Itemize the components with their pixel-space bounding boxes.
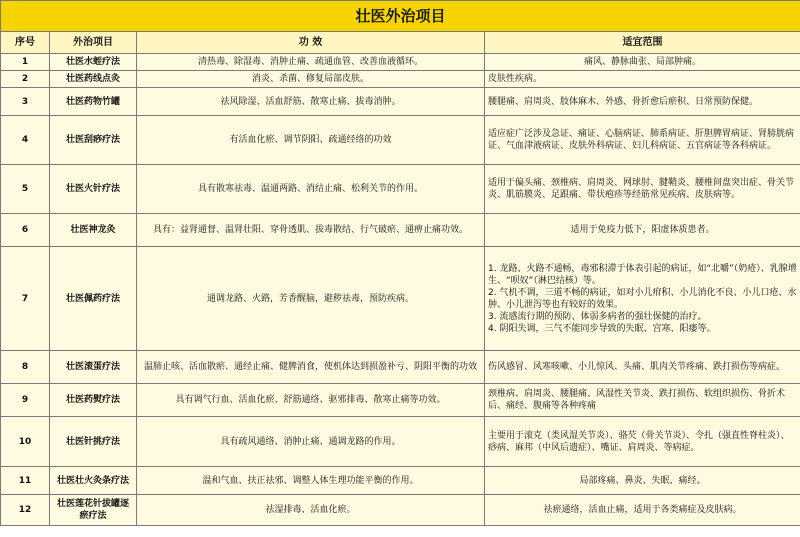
scope-line: 皮肤性疾病。 [488, 74, 543, 84]
header-num: 序号 [1, 32, 50, 54]
scope-line: 痛风、静脉曲张、局部肿痛。 [584, 57, 702, 67]
therapy-scope [485, 351, 800, 384]
row-number: 6 [1, 214, 50, 247]
therapy-name: 壮医刮痧疗法 [50, 116, 137, 165]
row-number: 5 [1, 165, 50, 214]
header-effect: 功 效 [137, 32, 485, 54]
therapy-scope [485, 116, 800, 165]
therapy-effect: 有活血化瘀、调节阴阳、疏通经络的功效 [137, 116, 485, 165]
therapy-scope [485, 54, 800, 71]
therapy-scope [485, 165, 800, 214]
table-row [1, 247, 800, 351]
table-row [1, 116, 800, 165]
row-number: 12 [1, 495, 50, 526]
row-number: 4 [1, 116, 50, 165]
table-row [1, 384, 800, 417]
therapy-scope [485, 88, 800, 116]
scope-line: 4. 阴阳失调，三气不能同步导致的失眠、宫寒、阳痿等。 [488, 323, 716, 334]
scope-line: 1. 龙路、火路不通畅，毒邪积滞于体表引起的病证，如“北嚼”（奶疮）、乳腺增生、“呗奴”（淋巴结核）等。 [488, 263, 797, 286]
table-row [1, 214, 800, 247]
therapy-name: 壮医药线点灸 [50, 71, 137, 88]
row-number: 9 [1, 384, 50, 417]
therapy-name: 壮医佩药疗法 [50, 247, 137, 351]
therapy-scope [485, 71, 800, 88]
scope-line: 主要用于滚克（类风湿关节炎）、骆芡（骨关节炎）、令扎（强直性脊柱炎）、痧病、麻邦（中风后遗症）、嘴证、肩周炎、等病症。 [488, 430, 790, 453]
scope-line: 适应症广泛涉及急证、痛证、心脑病证、肺系病证、肝胆脾胃病证、肾膀胱病证、气血津液病证、皮肤外科病证、妇儿科病证、五官病证等各科病证。 [488, 129, 795, 151]
therapy-name: 壮医莲花针拔罐逐瘀疗法 [50, 495, 137, 526]
title-row [1, 1, 800, 32]
row-number: 8 [1, 351, 50, 384]
row-number: 10 [1, 417, 50, 467]
table-title: 壮医外治项目 [1, 1, 800, 32]
therapy-scope [485, 495, 800, 526]
scope-line: 腰腿痛、肩周炎、肢体麻木、外感、骨折愈后瘀积、日常预防保健。 [488, 96, 759, 107]
therapy-scope [485, 247, 800, 351]
scope-line: 3. 流感流行期的预防、体弱多病者的强壮保健的治疗。 [488, 311, 707, 322]
therapy-effect: 具有疏风通络、消肿止痛、通调龙路的作用。 [137, 417, 485, 467]
scope-line: 颈椎病、肩周炎、腰腿痛、风湿性关节炎、跌打损伤、软组织损伤、骨折术后、痛经、腹痛等各种疼痛 [488, 389, 786, 411]
therapy-effect: 祛风除湿、活血舒筋、散寒止痛、拔毒消肿。 [137, 88, 485, 116]
therapy-scope [485, 214, 800, 247]
therapy-effect: 具有调气行血、活血化瘀、舒筋通络、驱邪排毒、散寒止痛等功效。 [137, 384, 485, 417]
therapy-effect: 具有散寒祛毒、温通两路、消结止痛、松利关节的作用。 [137, 165, 485, 214]
therapy-scope [485, 467, 800, 495]
table-row [1, 467, 800, 495]
therapy-effect: 祛湿排毒、活血化瘀。 [137, 495, 485, 526]
therapy-effect: 消炎、杀菌、修复局部皮肤。 [137, 71, 485, 88]
therapy-effect: 通调龙路、火路，芳香醒脑，避秽祛毒，预防疾病。 [137, 247, 485, 351]
header-scope: 适宜范围 [485, 32, 800, 54]
row-number: 2 [1, 71, 50, 88]
therapy-scope [485, 384, 800, 417]
table-row [1, 165, 800, 214]
therapy-name: 壮医药熨疗法 [50, 384, 137, 417]
therapy-effect: 温和气血、扶正祛邪、调整人体生理功能平衡的作用。 [137, 467, 485, 495]
table-row [1, 71, 800, 88]
table-row [1, 495, 800, 526]
row-number: 11 [1, 467, 50, 495]
table-row [1, 351, 800, 384]
therapy-name: 壮医滚蛋疗法 [50, 351, 137, 384]
scope-line: 祛瘀通络，活血止痛，适用于各类痛症及皮肤病。 [543, 505, 742, 515]
scope-line: 适用于免疫力低下，阳虚体质患者。 [570, 225, 715, 235]
therapy-name: 壮医药物竹罐 [50, 88, 137, 116]
therapy-effect: 清热毒、除湿毒、消肿止痛、疏通血管、改善血液循环。 [137, 54, 485, 71]
therapy-name: 壮医水蛭疗法 [50, 54, 137, 71]
therapy-effect: 温肺止咳、活血散瘀、通经止痛、健脾消食，使机体达到损盈补亏、阴阳平衡的功效 [137, 351, 485, 384]
table-row [1, 417, 800, 467]
therapy-scope [485, 417, 800, 467]
table-row [1, 88, 800, 116]
row-number: 7 [1, 247, 50, 351]
table-row [1, 54, 800, 71]
scope-line: 适用于偏头痛、颈椎病、肩周炎、网球肘、腱鞘炎、腰椎间盘突出症、骨关节炎、肌筋膜炎、足跟痛、带状疱疹等经筋常见疾病、皮肤病等。 [488, 178, 795, 200]
scope-line: 局部疼痛、鼻炎、失眠、痛经。 [579, 475, 706, 486]
scope-line: 伤风感冒、风寒咳嗽、小儿惊风、头痛、肌肉关节疼痛、跌打损伤等病症。 [488, 362, 786, 372]
therapy-name: 壮医神龙灸 [50, 214, 137, 247]
therapy-name: 壮医壮火灸条疗法 [50, 467, 137, 495]
therapy-effect: 具有：益肾通督、温肾壮阳、穿骨透肌、拔毒散结、行气破瘀、通痹止痛功效。 [137, 214, 485, 247]
therapy-name: 壮医针挑疗法 [50, 417, 137, 467]
row-number: 3 [1, 88, 50, 116]
therapy-name: 壮医火针疗法 [50, 165, 137, 214]
row-number: 1 [1, 54, 50, 71]
header-item: 外治项目 [50, 32, 137, 54]
scope-line: 2. 气机不调，三道不畅的病证，如对小儿疳积、小儿消化不良、小儿口疮、水肿、小儿泄泻等也有较好的效果。 [488, 287, 797, 310]
header-row [1, 32, 800, 54]
